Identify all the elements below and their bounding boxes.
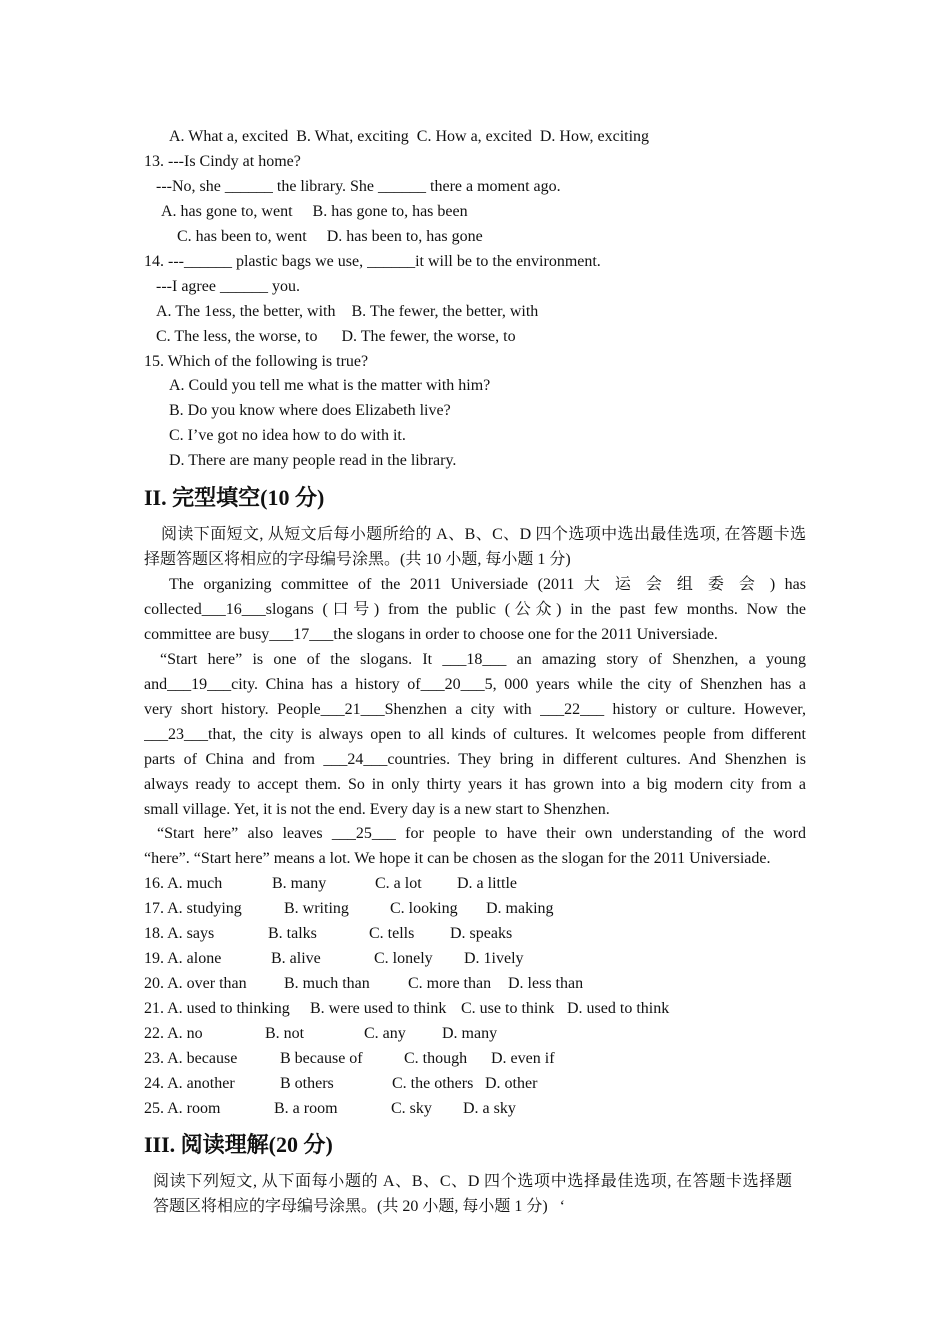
option-25-d: D. a sky xyxy=(463,1100,516,1117)
section3-instruction-line1: 阅读下列短文, 从下面每小题的 A、B、C、D 四个选项中选择最佳选项, 在答题卡选择题 xyxy=(153,1173,792,1190)
option-21-c: C. use to think xyxy=(461,1000,555,1017)
q13-options-cd: C. has been to, went D. has been to, has gone xyxy=(177,228,483,245)
option-19-a: 19. A. alone xyxy=(144,950,222,967)
q15-stem: 15. Which of the following is true? xyxy=(144,353,369,370)
q14-options-cd: C. The less, the worse, to D. The fewer, the worse, to xyxy=(156,328,516,345)
option-24-c: C. the others xyxy=(392,1075,474,1092)
passage-p1-line2: collected___16___slogans (口号) from the public (公众) in the past few months. Now the xyxy=(144,601,806,618)
q12-options: A. What a, excited B. What, exciting C. How a, excited D. How, exciting xyxy=(169,128,650,145)
option-20-b: B. much than xyxy=(284,975,370,992)
passage-p3-line1: “Start here” also leaves ___25___ for people to have their own understanding of the word xyxy=(157,825,806,842)
option-23-a: 23. A. because xyxy=(144,1050,238,1067)
passage-p2-line5: parts of China and from ___24___countries. They bring in different cultures. And Shenzhen is xyxy=(144,751,806,768)
option-20-d: D. less than xyxy=(508,975,584,992)
passage-p2-line2: and___19___city. China has a history of___20___5, 000 years while the city of Shenzhen has a xyxy=(144,676,806,693)
option-16-d: D. a little xyxy=(457,875,517,892)
option-25-b: B. a room xyxy=(274,1100,338,1117)
q14-options-ab: A. The 1ess, the better, with B. The fewer, the better, with xyxy=(156,303,539,320)
passage-p2-line4: ___23___that, the city is always open to all kinds of cultures. It welcomes people from different xyxy=(144,726,806,743)
q13-dialogue: ---No, she ______ the library. She ______ there a moment ago. xyxy=(156,178,561,195)
q14-stem: 14. ---______ plastic bags we use, ______it will be to the environment. xyxy=(144,253,601,270)
q15-option-c: C. I’ve got no idea how to do with it. xyxy=(169,427,406,444)
q15-option-d: D. There are many people read in the library. xyxy=(169,452,457,469)
passage-p1-line3: committee are busy___17___the slogans in order to choose one for the 2011 Universiade. xyxy=(144,626,718,643)
option-25-c: C. sky xyxy=(391,1100,432,1117)
option-21-d: D. used to think xyxy=(567,1000,670,1017)
option-24-b: B others xyxy=(280,1075,334,1092)
option-22-d: D. many xyxy=(442,1025,498,1042)
q15-option-a: A. Could you tell me what is the matter with him? xyxy=(169,377,491,394)
option-25-a: 25. A. room xyxy=(144,1100,221,1117)
passage-p1-line1: The organizing committee of the 2011 Universiade (2011 大 运 会 组 委 会 ) has xyxy=(169,576,806,593)
section2-instruction-line1: 阅读下面短文, 从短文后每小题所给的 A、B、C、D 四个选项中选出最佳选项, 在答题卡选 xyxy=(161,526,806,543)
option-23-b: B because of xyxy=(280,1050,363,1067)
option-18-a: 18. A. says xyxy=(144,925,215,942)
option-17-c: C. looking xyxy=(390,900,458,917)
option-23-d: D. even if xyxy=(491,1050,555,1067)
option-22-a: 22. A. no xyxy=(144,1025,203,1042)
option-24-d: D. other xyxy=(485,1075,538,1092)
option-24-a: 24. A. another xyxy=(144,1075,235,1092)
q13-stem: 13. ---Is Cindy at home? xyxy=(144,153,301,170)
section2-heading: II. 完型填空(10 分) xyxy=(144,485,325,510)
q15-option-b: B. Do you know where does Elizabeth live? xyxy=(169,402,451,419)
option-21-b: B. were used to think xyxy=(310,1000,447,1017)
option-20-a: 20. A. over than xyxy=(144,975,247,992)
option-17-a: 17. A. studying xyxy=(144,900,242,917)
passage-p3-line2: “here”. “Start here” means a lot. We hope it can be chosen as the slogan for the 2011 Universiade. xyxy=(144,850,771,867)
q14-dialogue: ---I agree ______ you. xyxy=(156,278,300,295)
option-20-c: C. more than xyxy=(408,975,492,992)
section2-instruction-line2: 择题答题区将相应的字母编号涂黑。(共 10 小题, 每小题 1 分) xyxy=(144,551,571,568)
option-18-b: B. talks xyxy=(268,925,317,942)
option-16-a: 16. A. much xyxy=(144,875,223,892)
option-16-c: C. a lot xyxy=(375,875,422,892)
option-22-c: C. any xyxy=(364,1025,406,1042)
option-16-b: B. many xyxy=(272,875,327,892)
option-22-b: B. not xyxy=(265,1025,305,1042)
option-18-c: C. tells xyxy=(369,925,415,942)
passage-p2-line1: “Start here” is one of the slogans. It ___18___ an amazing story of Shenzhen, a young xyxy=(160,651,806,668)
option-21-a: 21. A. used to thinking xyxy=(144,1000,290,1017)
option-18-d: D. speaks xyxy=(450,925,513,942)
section3-heading: III. 阅读理解(20 分) xyxy=(144,1132,333,1157)
section3-instruction-line2: 答题区将相应的字母编号涂黑。(共 20 小题, 每小题 1 分) ‘ xyxy=(153,1198,565,1215)
option-19-c: C. lonely xyxy=(374,950,433,967)
option-17-b: B. writing xyxy=(284,900,349,917)
option-23-c: C. though xyxy=(404,1050,468,1067)
option-19-d: D. 1ively xyxy=(464,950,524,967)
passage-p2-line7: small village. Yet, it is not the end. Every day is a new start to Shenzhen. xyxy=(144,801,610,818)
option-17-d: D. making xyxy=(486,900,554,917)
option-19-b: B. alive xyxy=(271,950,321,967)
q13-options-ab: A. has gone to, went B. has gone to, has been xyxy=(161,203,468,220)
passage-p2-line6: always ready to accept them. So in only thirty years it has grown into a big modern city from a xyxy=(144,776,806,793)
passage-p2-line3: very short history. People___21___Shenzhen a city with ___22___ history or culture. However, xyxy=(144,701,806,718)
